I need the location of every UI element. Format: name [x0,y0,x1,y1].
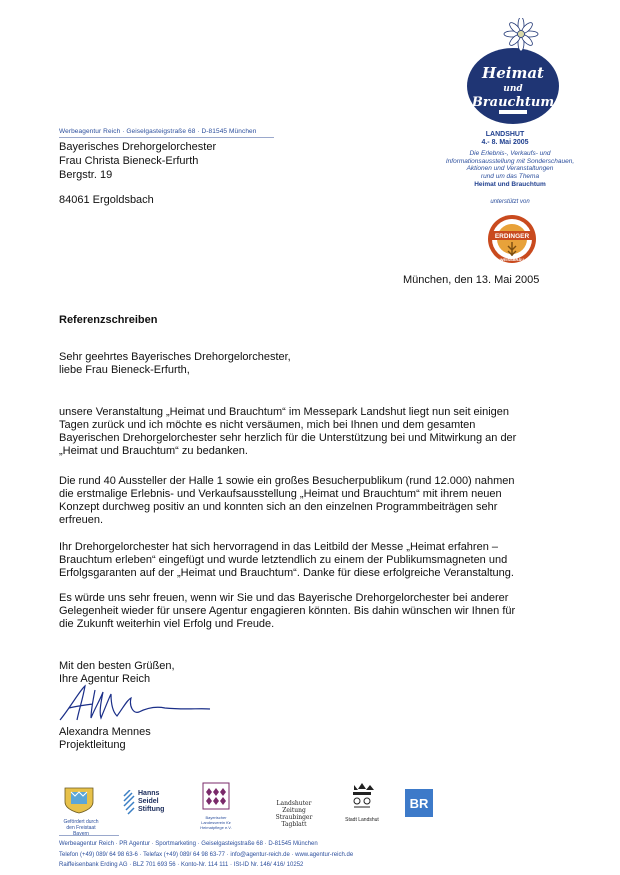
event-description [425,150,595,180]
text-line: Bayerischen Drehorgelorchester sehr herzlich für die Unterstützung bei und Mitwirkung an der [59,432,517,444]
signer-name: Alexandra Mennes [59,726,151,738]
sender-line: Werbeagentur Reich · Geiselgasteigstraße 68 · D-81545 München [59,128,257,135]
event-desc-1: Die Erlebnis-, Verkaufs- und [469,150,551,157]
letter-date: München, den 13. Mai 2005 [403,274,540,286]
stadt-caption: Stadt Landshut [345,817,379,823]
recipient-line-3: Bergstr. 19 [59,169,113,181]
bavaria-crest-icon [59,786,99,814]
heimat-brauchtum-logo [463,18,563,126]
bavaria-caption: Gefördert durch den Freistaat Bayern [63,819,99,837]
erdinger-logo [487,214,537,264]
hanns-1: Hanns [138,790,160,797]
text-line: Ihr Drehorgelorchester hat sich hervorragend in das Leitbild der Messe „Heimat erfahren – [59,541,498,553]
closing-line-2: Ihre Agentur Reich [59,673,151,685]
closing-line-1: Mit den besten Grüßen, [59,660,175,672]
salutation [59,351,549,377]
br-text: BR [409,795,429,811]
text-line: Konzept durchweg positiv an und konnten sich an den einzelnen Programmbeiträgen sehr [59,501,498,513]
landesverein-logo [193,782,239,830]
recipient-address [59,140,216,182]
paragraph-2 [59,475,549,527]
logo-text-1: Heimat [482,64,544,82]
event-theme: Heimat und Brauchtum [474,181,546,188]
helmet-crest-icon [345,782,379,812]
logo-text-3: Brauchtum [471,95,555,110]
verein-caption: Bayerischer Landesverein für Heimatpflege e.V. [200,815,232,830]
text-line: Gelegenheit wieder für unsere Agentur engagieren könnten. Bis dahin wünschen wir Ihnen für [59,605,516,617]
signer-role: Projektleitung [59,739,126,751]
zeitung-logo [264,800,324,828]
event-dates: 4.- 8. Mai 2005 [481,139,529,146]
sponsor-sub: WEISSBRÄU [499,257,525,262]
supported-by: unterstützt von [490,199,530,205]
event-desc-3: Aktionen und Veranstaltungen [466,165,554,172]
signer [59,726,151,752]
paragraph-1 [59,406,549,458]
recipient-city: 84061 Ergoldsbach [59,194,154,206]
handwritten-signature [55,678,215,728]
letter-subject: Referenzschreiben [59,314,158,326]
text-line: Tagen zurück und ich möchte es nicht versäumen, mich bei Ihnen und dem gesamten [59,419,476,431]
event-desc-4: rund um das Thema [480,172,540,180]
diamond-pattern-icon [193,782,239,810]
text-line: die erstmalige Erlebnis- und Verkaufsausstellung „Heimat und Brauchtum“ mit ihrem neuen [59,488,502,500]
text-line: Es würde uns sehr freuen, wenn wir Sie und das Bayerische Drehorgelorchester bei anderer [59,592,509,604]
paragraph-4 [59,592,549,631]
divider [59,137,274,138]
event-desc-2: Informationsausstellung mit Sonderschauen, [445,157,575,165]
hanns-3: Stiftung [138,806,165,813]
footer-divider [59,835,119,836]
salutation-line-2: liebe Frau Bieneck-Erfurth, [59,364,190,376]
footer-line-3: Raiffeisenbank Erding AG · BLZ 701 693 56 · Konto-Nr. 114 111 · ISt-ID Nr. 146/ 416/ 10252 [59,862,304,868]
sponsor-name: ERDINGER [494,233,530,240]
hanns-2: Seidel [138,798,159,805]
text-line: Erfolgsgaranten auf der „Heimat und Brauchtum“. Danke für diese erfolgreiche Veranstaltung. [59,567,514,579]
hanns-seidel-logo [122,790,165,821]
br-logo [405,789,433,817]
salutation-line-1: Sehr geehrtes Bayerisches Drehorgelorchester, [59,351,291,363]
paragraph-3 [59,541,549,580]
recipient-line-1: Bayerisches Drehorgelorchester [59,141,217,153]
footer-line-2: Telefon (+49) 089/ 64 98 63-6 · Telefax (+49) 089/ 64 98 63-77 · info@agentur-reich.de · www.agentur-reich.de [59,852,354,858]
stadt-landshut-logo [345,782,379,823]
text-line: erfreuen. [59,514,104,526]
text-line: die Zukunft weiterhin viel Erfolg und Freude. [59,618,275,630]
footer-line-1: Werbeagentur Reich · PR Agentur · Sportmarketing · Geiselgasteigstraße 68 · D-81545 München [59,841,318,847]
text-line: „Heimat und Brauchtum“ zu bedanken. [59,445,248,457]
text-line: Brauchtum erleben“ eingefügt und wurde letztendlich zu einem der Publikumsmagneten und [59,554,508,566]
text-line: Die rund 40 Aussteller der Halle 1 sowie ein großes Besucherpublikum (rund 12.000) nahmen [59,475,515,487]
zeitung-1: Landshuter Zeitung [276,800,312,814]
hanns-seidel-stripes-icon [122,790,136,816]
text-line: unsere Veranstaltung „Heimat und Brauchtum“ im Messepark Landshut liegt nun seit einigen [59,406,510,418]
logo-text-2: und [503,84,523,94]
event-city: LANDSHUT [485,131,525,138]
bavaria-logo [59,786,103,837]
recipient-line-2: Frau Christa Bieneck-Erfurth [59,155,199,167]
zeitung-2: Straubinger Tagblatt [275,814,313,828]
